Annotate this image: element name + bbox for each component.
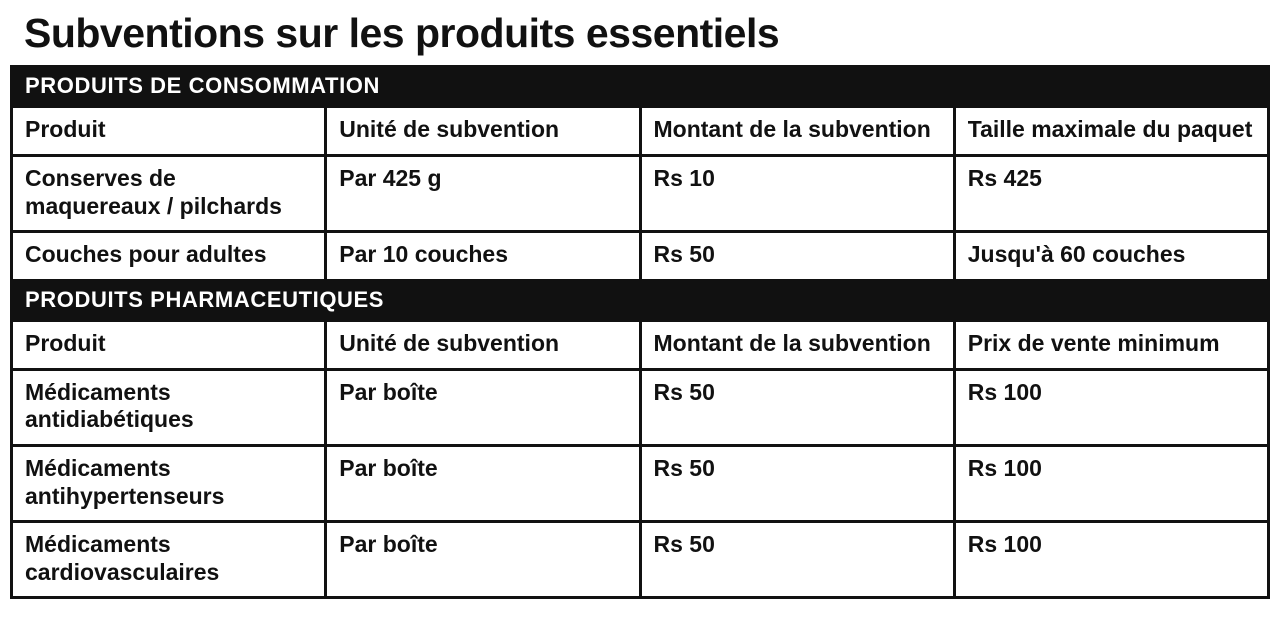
cell-unit: Par boîte [326, 522, 640, 598]
cell-product: Médicaments antidiabétiques [12, 369, 326, 445]
column-header-amount: Montant de la subvention [640, 107, 954, 156]
column-header-min-price: Prix de vente minimum [954, 321, 1268, 370]
cell-product: Médicaments cardiovasculaires [12, 522, 326, 598]
cell-amount: Rs 10 [640, 156, 954, 232]
cell-unit: Par boîte [326, 369, 640, 445]
column-header-product: Produit [12, 107, 326, 156]
section-heading-row [12, 280, 1269, 320]
column-header-unit: Unité de subvention [326, 107, 640, 156]
table-row [12, 445, 1269, 521]
cell-amount: Rs 50 [640, 369, 954, 445]
table-row [12, 156, 1269, 232]
cell-unit: Par 10 couches [326, 232, 640, 281]
table-row [12, 369, 1269, 445]
column-header-amount: Montant de la subvention [640, 321, 954, 370]
table-header-row [12, 107, 1269, 156]
table-row [12, 232, 1269, 281]
cell-amount: Rs 50 [640, 522, 954, 598]
section-heading-consumption: PRODUITS DE CONSOMMATION [12, 67, 1269, 107]
column-header-package-size: Taille maximale du paquet [954, 107, 1268, 156]
table-header-row [12, 321, 1269, 370]
cell-product: Conserves de maquereaux / pilchards [12, 156, 326, 232]
table-row [12, 522, 1269, 598]
cell-amount: Rs 50 [640, 232, 954, 281]
section-heading-row [12, 67, 1269, 107]
section-heading-pharmaceutical: PRODUITS PHARMACEUTIQUES [12, 280, 1269, 320]
subsidies-table [10, 65, 1270, 599]
column-header-product: Produit [12, 321, 326, 370]
cell-unit: Par boîte [326, 445, 640, 521]
cell-unit: Par 425 g [326, 156, 640, 232]
cell-package-size: Jusqu'à 60 couches [954, 232, 1268, 281]
cell-amount: Rs 50 [640, 445, 954, 521]
column-header-unit: Unité de subvention [326, 321, 640, 370]
cell-product: Couches pour adultes [12, 232, 326, 281]
cell-min-price: Rs 100 [954, 369, 1268, 445]
cell-product: Médicaments antihypertenseurs [12, 445, 326, 521]
cell-min-price: Rs 100 [954, 445, 1268, 521]
cell-min-price: Rs 100 [954, 522, 1268, 598]
cell-package-size: Rs 425 [954, 156, 1268, 232]
page-title: Subventions sur les produits essentiels [24, 10, 780, 56]
